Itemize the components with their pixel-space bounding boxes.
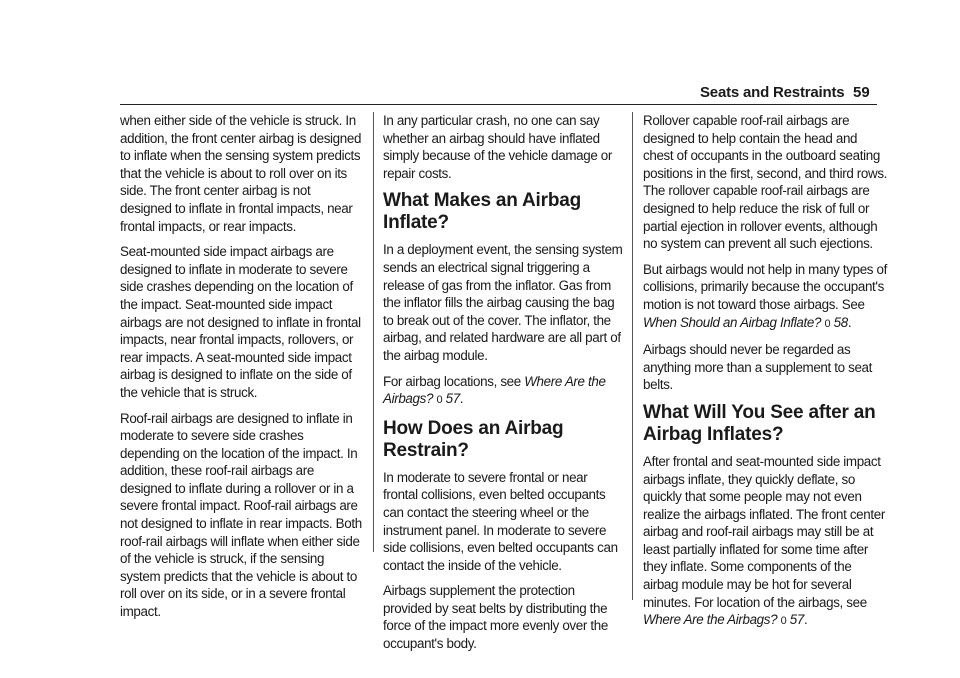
column-2	[383, 112, 623, 661]
page-number: 59	[853, 84, 870, 101]
column-3	[643, 112, 888, 639]
paragraph-text: But airbags would not help in many types of collisions, primarily because the occupant's motion is not toward those airbags. See	[643, 261, 887, 312]
paragraph: In moderate to severe frontal or near frontal collisions, even belted occupants can contact the steering wheel or the instrument panel. In moderate to severe side collisions, even belted occupants can contact the inside of the vehicle.	[383, 469, 618, 573]
page-arrow-icon: 0	[780, 615, 787, 628]
cross-reference-link[interactable]: Where Are the Airbags?	[383, 373, 606, 407]
paragraph: Airbags should never be regarded as anything more than a supplement to seat belts.	[643, 342, 873, 393]
page-reference[interactable]: 57	[445, 391, 460, 407]
page-arrow-icon: 0	[436, 394, 443, 407]
cross-reference-link[interactable]: Where Are the Airbags?	[643, 612, 778, 628]
cross-reference-link[interactable]: When Should an Airbag Inflate?	[643, 314, 822, 330]
paragraph-text: Airbags supplement the protection provided by seat belts by distributing the force of the impact more evenly over the	[383, 583, 608, 634]
section-heading: What Makes an Airbag Inflate?	[383, 190, 582, 234]
paragraph-text: After frontal and seat-mounted side impact airbags inflate, they quickly deflate, so quickly that some people may not even realize the airbags inflated. The front center airbag and roof-rail airbags may still be at least partially inflated for some time after they inflate. Some components of the airbag module may be hot for several minutes. For location of the airbags, see	[643, 453, 885, 610]
heading-line: What Will You See after an	[643, 401, 876, 423]
running-header-title: Seats and Restraints	[700, 84, 845, 101]
paragraph: For airbag locations, see Where Are the Airbags? 0 57.	[383, 373, 606, 407]
page-reference[interactable]: 57	[789, 612, 804, 628]
paragraph: Roof-rail airbags are designed to inflate in moderate to severe side crashes depending on the location of the impact. In addition, these roof-rail airbags are designed to inflate during a rollover or in a severe frontal impact. Roof-rail airbags are not designed to inflate in rear impacts. Both roof-rail airbags will inflate when either side of the vehicle is struck, if the sensing system predicts that the vehicle is about to roll over on its side, or in a severe frontal impact.	[120, 410, 362, 620]
paragraph-text: occupant's body.	[383, 636, 477, 652]
paragraph: Rollover capable roof-rail airbags are designed to help contain the head and chest of occupants in the outboard seating positions in the first, second, and third rows. The rollover capable roof-rail airbags are designed to help reduce the risk of full or partial ejection in rollover events, although no system can prevent all such ejections.	[643, 113, 888, 252]
page-arrow-icon: 0	[824, 317, 831, 330]
paragraph: In any particular crash, no one can say whether an airbag should have inflated simply because of the vehicle damage or repair costs.	[383, 113, 613, 181]
column-divider-1	[373, 112, 374, 552]
page-reference[interactable]: 58	[833, 314, 848, 330]
column-divider-2	[632, 112, 633, 600]
section-heading	[643, 402, 888, 446]
paragraph: Seat-mounted side impact airbags are designed to inflate in moderate to severe side crashes depending on the location of the impact. Seat-mounted side impact airbags are not designed to inflate in frontal impacts, near frontal impacts, rollovers, or rear impacts. A seat-mounted side impact airbag is designed to inflate on the side of the vehicle that is struck.	[120, 244, 361, 400]
paragraph: But airbags would not help in many types of collisions, primarily because the occupant's motion is not toward those airbags. See When Should an Airbag Inflate? 0 58.	[643, 261, 887, 330]
section-heading: How Does an Airbag Restrain?	[383, 417, 564, 461]
header-rule	[120, 104, 877, 105]
paragraph	[383, 582, 623, 652]
heading-line: Airbag Inflates?	[643, 423, 784, 445]
paragraph: In a deployment event, the sensing system sends an electrical signal triggering a release of gas from the inflator. Gas from the inflator fills the airbag causing the bag to break out of the cover. The inflator, the airbag, and related hardware are all part of the airbag module.	[383, 242, 623, 363]
paragraph-text: For airbag locations, see	[383, 373, 521, 389]
paragraph: when either side of the vehicle is struck. In addition, the front center airbag is designed to inflate when the sensing system predicts that the vehicle is about to roll over on its side. The front center airbag is not designed to inflate in frontal impacts, near frontal impacts, or rear impacts.	[120, 113, 362, 234]
paragraph: After frontal and seat-mounted side impact airbags inflate, they quickly deflate, so quickly that some people may not even realize the airbags inflated. The front center airbag and roof-rail airbags may still be at least partially inflated for some time after they inflate. Some components of the airbag module may be hot for several minutes. For location of the airbags, see Where Are the Airbags? 0 57.	[643, 453, 885, 628]
column-1	[120, 112, 365, 629]
